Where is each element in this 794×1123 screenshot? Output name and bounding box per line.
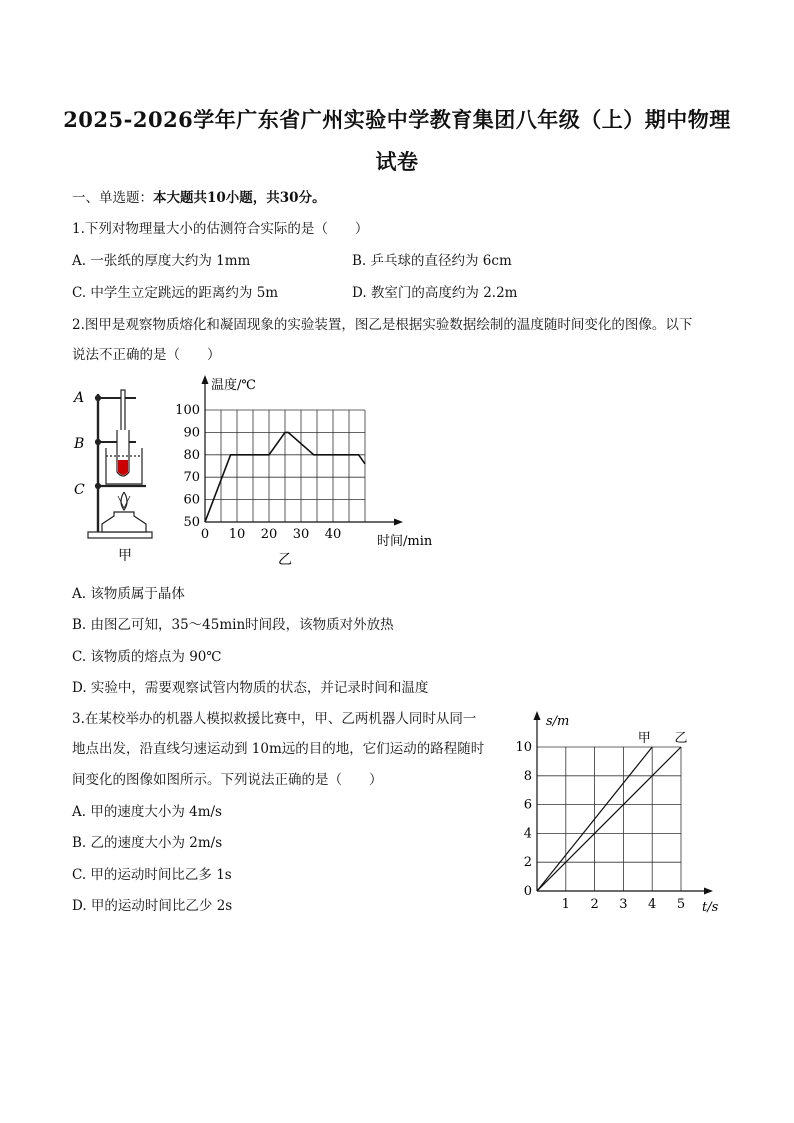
x-axis-arrow — [394, 519, 403, 526]
y-tick-label: 8 — [523, 768, 532, 784]
x-axis-label: 时间/min — [377, 534, 433, 549]
x-tick-label: 40 — [324, 527, 342, 542]
section-heading — [72, 186, 326, 206]
label-b: B — [74, 436, 85, 452]
section-prefix: 一、单选题： — [72, 190, 153, 206]
y-tick-label: 60 — [183, 492, 200, 508]
q2-option-a: A. 该物质属于晶体 — [72, 586, 185, 602]
section-bold: 本大题共10小题，共30分。 — [153, 190, 326, 206]
y-tick-label: 100 — [175, 403, 200, 418]
alcohol-lamp — [102, 512, 146, 532]
series-label: 甲 — [637, 731, 651, 746]
stand-base — [88, 532, 152, 538]
q1-option-d: D. 教室门的高度约为 2.2m — [352, 285, 518, 301]
y-tick-label: 80 — [183, 447, 200, 463]
distance-time-chart — [505, 705, 730, 920]
q3-option-d: D. 甲的运动时间比乙少 2s — [72, 898, 233, 914]
y-tick-label: 2 — [523, 855, 532, 871]
apparatus-figure — [68, 380, 158, 570]
q2-option-b: B. 由图乙可知，35～45min时间段，该物质对外放热 — [72, 617, 394, 633]
x-tick-label: 30 — [292, 527, 310, 542]
y-tick-label: 6 — [523, 797, 532, 813]
y-axis-label: s/m — [546, 714, 570, 729]
x-tick-label: 2 — [590, 897, 599, 912]
q2-option-c: C. 该物质的熔点为 90℃ — [72, 649, 222, 665]
q1-option-a: A. 一张纸的厚度大约为 1mm — [72, 253, 251, 269]
y-tick-label: 4 — [523, 826, 532, 842]
q3-option-c: C. 甲的运动时间比乙多 1s — [72, 867, 232, 883]
y-axis-arrow — [202, 375, 209, 384]
exam-title-line2: 试卷 — [375, 149, 419, 174]
series-label: 乙 — [674, 731, 688, 746]
q1-option-b: B. 乒乓球的直径约为 6cm — [352, 253, 512, 269]
label-a: A — [74, 390, 85, 406]
q1-option-c: C. 中学生立定跳远的距离约为 5m — [72, 285, 279, 301]
x-tick-label: 0 — [200, 527, 210, 542]
q3-stem-line1: 3.在某校举办的机器人模拟救援比赛中，甲、乙两机器人同时从同一 — [72, 711, 477, 727]
y-tick-label: 10 — [515, 740, 532, 755]
q3-option-a: A. 甲的速度大小为 4m/s — [72, 804, 222, 820]
exam-title-line1: 2025-2026学年广东省广州实验中学教育集团八年级（上）期中物理 — [63, 107, 731, 132]
x-tick-label: 5 — [676, 897, 686, 912]
q2-stem-line2: 说法不正确的是（ ） — [72, 347, 221, 363]
y-axis-label: 温度/℃ — [211, 378, 256, 393]
y-axis-arrow — [534, 711, 541, 720]
label-c: C — [74, 482, 85, 498]
q2-stem-line1: 2.图甲是观察物质熔化和凝固现象的实验装置，图乙是根据实验数据绘制的温度随时间变化的图像。以下 — [72, 317, 693, 333]
x-tick-label: 4 — [648, 897, 657, 912]
q1-stem: 1.下列对物理量大小的估测符合实际的是（ ） — [72, 221, 369, 237]
x-tick-label: 20 — [260, 527, 278, 542]
chart-caption: 乙 — [278, 552, 292, 568]
x-tick-label: 1 — [561, 897, 570, 912]
y-tick-label: 50 — [183, 515, 200, 530]
temperature-chart — [168, 372, 448, 572]
x-axis-arrow — [704, 888, 713, 895]
x-axis-label: t/s — [702, 900, 719, 915]
q2-option-d: D. 实验中，需要观察试管内物质的状态，并记录时间和温度 — [72, 680, 429, 696]
y-tick-label: 70 — [183, 470, 200, 486]
apparatus-caption: 甲 — [118, 548, 132, 564]
q3-stem-line2: 地点出发，沿直线匀速运动到 10m远的目的地，它们运动的路程随时 — [72, 741, 485, 757]
x-tick-label: 10 — [228, 527, 246, 542]
y-tick-label: 0 — [523, 884, 532, 899]
q3-option-b: B. 乙的速度大小为 2m/s — [72, 835, 223, 851]
x-tick-label: 3 — [619, 897, 628, 912]
series-line — [537, 747, 681, 891]
y-tick-label: 90 — [183, 425, 200, 441]
q3-stem-line3: 间变化的图像如图所示。下列说法正确的是（ ） — [72, 772, 383, 788]
